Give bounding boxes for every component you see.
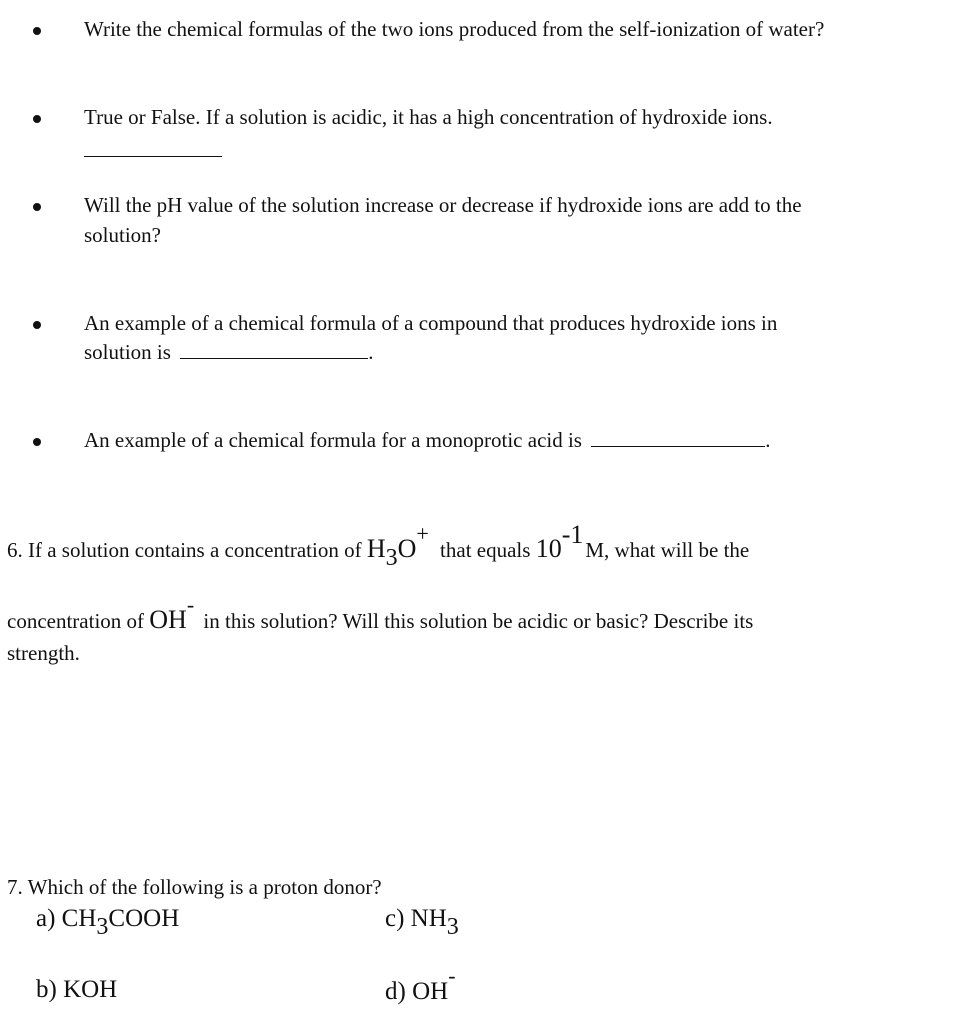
bullet-marker-1 bbox=[33, 27, 41, 35]
hydronium-subscript: 3 bbox=[385, 545, 398, 571]
question-5-text: An example of a chemical formula for a monoprotic acid is bbox=[84, 428, 582, 452]
bullet-marker-4 bbox=[33, 321, 41, 329]
answer-blank-4[interactable] bbox=[180, 357, 368, 359]
bullet-marker-3 bbox=[33, 203, 41, 211]
concentration-value bbox=[535, 520, 584, 563]
choice-c-formula bbox=[410, 905, 459, 940]
choice-d-formula bbox=[412, 963, 456, 1005]
question-4-line-2-text: solution is bbox=[84, 340, 171, 364]
hydroxide-charge: - bbox=[186, 592, 195, 617]
question-6-line-2-prefix: concentration of bbox=[7, 609, 145, 633]
question-1-text: Write the chemical formulas of the two ions produced from the self-ionization of water? bbox=[84, 17, 825, 41]
choice-b[interactable] bbox=[36, 976, 117, 1004]
hydronium-formula bbox=[366, 521, 429, 571]
question-7-text: 7. Which of the following is a proton donor? bbox=[7, 875, 382, 899]
question-3-line-1: Will the pH value of the solution increase or decrease if hydroxide ions are add to the bbox=[84, 193, 802, 217]
choice-a-formula-part-2: COOH bbox=[108, 905, 180, 932]
choice-d-formula-base: OH bbox=[412, 978, 449, 1005]
concentration-base: 10 bbox=[535, 534, 562, 563]
hydronium-h: H bbox=[366, 534, 386, 563]
hydronium-o: O bbox=[397, 534, 417, 563]
choice-a-formula-part-1: CH bbox=[61, 905, 97, 932]
choice-a[interactable] bbox=[36, 905, 180, 940]
choice-a-label: a) bbox=[36, 905, 56, 932]
choice-b-label: b) bbox=[36, 976, 57, 1003]
choice-a-subscript: 3 bbox=[96, 914, 109, 940]
question-4-line-1: An example of a chemical formula of a compound that produces hydroxide ions in bbox=[84, 311, 778, 335]
hydroxide-formula bbox=[149, 592, 195, 634]
question-6-mid: that equals bbox=[440, 538, 531, 562]
question-6-line-3: strength. bbox=[7, 641, 80, 665]
question-6-suffix: M, what will be the bbox=[585, 538, 750, 562]
choice-d[interactable] bbox=[385, 963, 456, 1006]
bullet-marker-2 bbox=[33, 115, 41, 123]
question-6-prefix: 6. If a solution contains a concentration of bbox=[7, 538, 362, 562]
question-6-line-2 bbox=[7, 592, 754, 636]
answer-blank-2[interactable] bbox=[84, 155, 222, 157]
question-5-line bbox=[84, 425, 770, 455]
choice-b-formula: KOH bbox=[63, 976, 118, 1003]
hydroxide-oh: OH bbox=[149, 605, 187, 634]
concentration-exponent: -1 bbox=[561, 520, 584, 549]
choice-c-label: c) bbox=[385, 905, 405, 932]
question-5-period: . bbox=[765, 428, 771, 452]
choice-c-subscript: 3 bbox=[446, 914, 459, 940]
question-6-line-2-suffix: in this solution? Will this solution be acidic or basic? Describe its bbox=[203, 609, 754, 633]
choice-d-charge: - bbox=[448, 963, 456, 988]
choice-d-label: d) bbox=[385, 978, 406, 1005]
question-4-period: . bbox=[368, 340, 374, 364]
choice-c[interactable] bbox=[385, 905, 459, 940]
answer-blank-5[interactable] bbox=[591, 445, 765, 447]
choice-c-formula-base: NH bbox=[410, 905, 447, 932]
hydronium-charge: + bbox=[416, 521, 429, 546]
question-4-line-2 bbox=[84, 337, 373, 367]
question-3-line-2: solution? bbox=[84, 223, 161, 247]
choice-a-formula bbox=[61, 905, 180, 940]
question-6-line-1 bbox=[7, 520, 750, 571]
question-2-text: True or False. If a solution is acidic, it has a high concentration of hydroxide ions. bbox=[84, 105, 773, 129]
bullet-marker-5 bbox=[33, 438, 41, 446]
